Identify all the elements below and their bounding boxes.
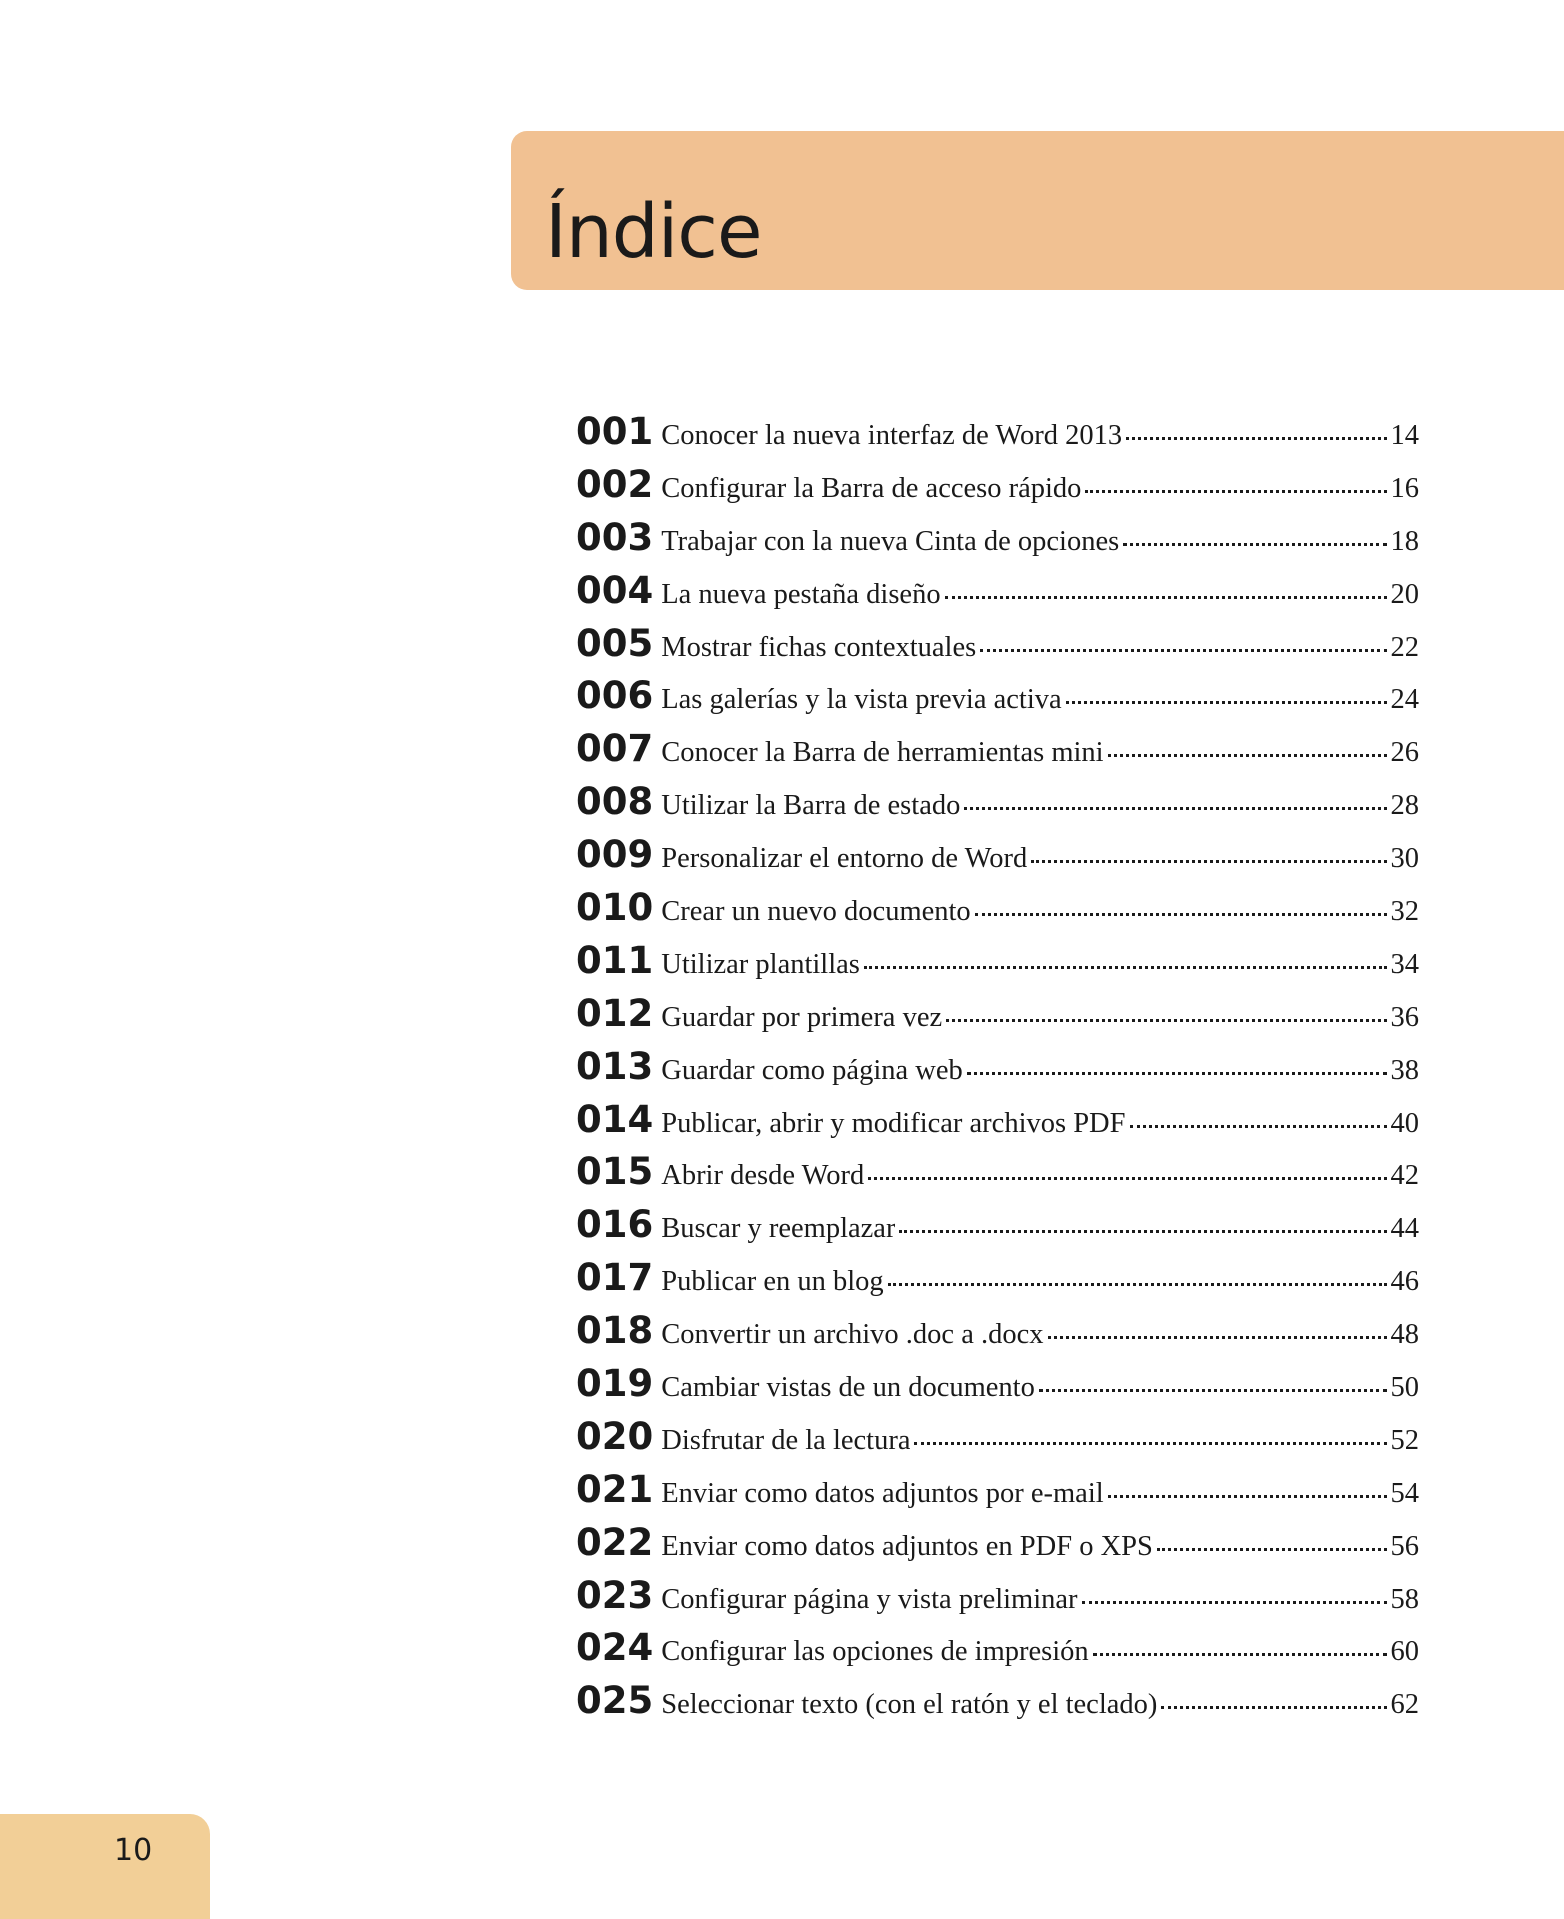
toc-entry-title: Conocer la nueva interfaz de Word 2013 — [661, 420, 1123, 451]
toc-entry-page: 48 — [1390, 1319, 1419, 1351]
toc-dot-leader — [1085, 490, 1386, 493]
toc-entry[interactable] — [576, 1150, 1419, 1203]
toc-entry-number: 015 — [576, 1150, 654, 1194]
toc-entry-title: Personalizar el entorno de Word — [661, 843, 1028, 875]
toc-entry-number: 020 — [576, 1414, 654, 1458]
toc-dot-leader — [975, 913, 1387, 916]
toc-entry[interactable] — [576, 1256, 1419, 1309]
toc-entry[interactable] — [576, 833, 1419, 886]
page-title: Índice — [545, 189, 762, 275]
toc-entry-page: 38 — [1390, 1054, 1419, 1086]
toc-entry-title: Convertir un archivo .doc a .docx — [661, 1319, 1044, 1351]
toc-dot-leader — [1161, 1706, 1386, 1709]
toc-entry[interactable] — [576, 1679, 1419, 1732]
toc-entry-number: 001 — [576, 410, 654, 453]
toc-entry-page: 28 — [1390, 790, 1419, 822]
toc-entry[interactable] — [576, 939, 1419, 992]
toc-entry-title: Utilizar la Barra de estado — [661, 790, 961, 822]
toc-entry-page: 20 — [1390, 578, 1419, 610]
toc-entry-number: 014 — [576, 1097, 654, 1141]
toc-entry-number: 003 — [576, 515, 654, 559]
toc-entry-title: Guardar por primera vez — [661, 1001, 943, 1033]
toc-entry-title: Crear un nuevo documento — [661, 896, 971, 928]
toc-entry-title: La nueva pestaña diseño — [661, 578, 941, 610]
toc-dot-leader — [1082, 1601, 1387, 1604]
toc-entry-page: 54 — [1390, 1477, 1419, 1509]
toc-entry-number: 006 — [576, 674, 654, 718]
toc-entry[interactable] — [576, 1098, 1419, 1151]
toc-entry-number: 005 — [576, 621, 654, 665]
toc-dot-leader — [1126, 437, 1386, 440]
toc-entry-title: Mostrar fichas contextuales — [661, 631, 977, 663]
toc-dot-leader — [868, 1177, 1386, 1180]
toc-entry-page: 44 — [1390, 1213, 1419, 1245]
page-number-tab — [0, 1814, 210, 1919]
toc-entry-page: 62 — [1390, 1689, 1419, 1721]
toc-entry-number: 013 — [576, 1044, 654, 1088]
toc-dot-leader — [946, 1019, 1386, 1022]
toc-entry-page: 16 — [1390, 472, 1419, 504]
toc-dot-leader — [1031, 860, 1386, 863]
toc-dot-leader — [1108, 1495, 1387, 1498]
toc-entry[interactable] — [576, 1045, 1419, 1098]
toc-entry-title: Utilizar plantillas — [661, 948, 860, 980]
toc-dot-leader — [1130, 1125, 1387, 1128]
toc-entry[interactable] — [576, 1626, 1419, 1679]
toc-entry-title: Configurar la Barra de acceso rápido — [661, 472, 1082, 504]
toc-entry-page: 22 — [1390, 631, 1419, 663]
toc-dot-leader — [967, 1072, 1387, 1075]
toc-dot-leader — [914, 1442, 1386, 1445]
toc-entry[interactable] — [576, 1203, 1419, 1256]
table-of-contents — [576, 410, 1419, 1732]
toc-dot-leader — [980, 649, 1386, 652]
toc-entry-number: 024 — [576, 1626, 654, 1670]
toc-entry[interactable] — [576, 1521, 1419, 1574]
toc-dot-leader — [1108, 754, 1387, 757]
toc-entry-number: 009 — [576, 833, 654, 877]
toc-entry[interactable] — [576, 1362, 1419, 1415]
toc-entry[interactable] — [576, 516, 1419, 569]
toc-entry-title: Publicar, abrir y modificar archivos PDF — [661, 1107, 1126, 1139]
title-banner — [511, 131, 1564, 290]
toc-entry-title: Enviar como datos adjuntos por e-mail — [661, 1477, 1104, 1509]
toc-entry[interactable] — [576, 1415, 1419, 1468]
toc-entry-title: Buscar y reemplazar — [661, 1213, 896, 1245]
toc-entry-page: 58 — [1390, 1583, 1419, 1615]
toc-dot-leader — [1039, 1389, 1387, 1392]
toc-entry-page: 14 — [1390, 420, 1419, 451]
toc-entry-page: 24 — [1390, 684, 1419, 716]
toc-entry-number: 010 — [576, 886, 654, 930]
toc-entry-number: 022 — [576, 1520, 654, 1564]
toc-dot-leader — [1123, 543, 1386, 546]
toc-entry[interactable] — [576, 1309, 1419, 1362]
toc-entry-page: 34 — [1390, 948, 1419, 980]
toc-entry-title: Configurar las opciones de impresión — [661, 1636, 1089, 1668]
toc-entry[interactable] — [576, 463, 1419, 516]
toc-entry-number: 011 — [576, 938, 654, 982]
toc-entry-title: Abrir desde Word — [661, 1160, 865, 1192]
toc-entry-number: 021 — [576, 1467, 654, 1511]
toc-dot-leader — [1048, 1336, 1387, 1339]
toc-dot-leader — [945, 596, 1387, 599]
toc-dot-leader — [864, 966, 1387, 969]
toc-entry[interactable] — [576, 569, 1419, 622]
toc-entry[interactable] — [576, 780, 1419, 833]
toc-entry-number: 008 — [576, 780, 654, 824]
toc-entry-title: Guardar como página web — [661, 1054, 963, 1086]
toc-entry[interactable] — [576, 886, 1419, 939]
toc-entry-number: 023 — [576, 1573, 654, 1617]
toc-entry-page: 60 — [1390, 1636, 1419, 1668]
toc-entry-number: 019 — [576, 1362, 654, 1406]
toc-entry-page: 50 — [1390, 1372, 1419, 1404]
toc-entry-page: 32 — [1390, 896, 1419, 928]
toc-entry-number: 012 — [576, 991, 654, 1035]
toc-dot-leader — [1093, 1653, 1387, 1656]
toc-entry-number: 016 — [576, 1203, 654, 1247]
page-number: 10 — [114, 1833, 153, 1868]
toc-entry-number: 025 — [576, 1679, 654, 1723]
toc-entry[interactable] — [576, 410, 1419, 463]
toc-entry-title: Configurar página y vista preliminar — [661, 1583, 1078, 1615]
toc-entry-page: 36 — [1390, 1001, 1419, 1033]
toc-entry-page: 46 — [1390, 1266, 1419, 1298]
toc-entry-number: 002 — [576, 462, 654, 506]
toc-entry-page: 18 — [1390, 525, 1419, 557]
toc-entry-title: Publicar en un blog — [661, 1266, 884, 1298]
toc-entry-title: Las galerías y la vista previa activa — [661, 684, 1062, 716]
toc-entry-page: 56 — [1390, 1530, 1419, 1562]
toc-entry-title: Trabajar con la nueva Cinta de opciones — [661, 525, 1120, 557]
toc-entry-page: 52 — [1390, 1424, 1419, 1456]
toc-entry-title: Cambiar vistas de un documento — [661, 1372, 1035, 1404]
toc-dot-leader — [899, 1230, 1386, 1233]
toc-entry-title: Disfrutar de la lectura — [661, 1424, 911, 1456]
toc-entry-page: 42 — [1390, 1160, 1419, 1192]
toc-entry-title: Seleccionar texto (con el ratón y el teclado) — [661, 1689, 1158, 1721]
toc-entry[interactable] — [576, 992, 1419, 1045]
toc-entry-number: 018 — [576, 1309, 654, 1353]
toc-entry-number: 004 — [576, 568, 654, 612]
toc-entry-page: 40 — [1390, 1107, 1419, 1139]
toc-entry[interactable] — [576, 622, 1419, 675]
toc-entry[interactable] — [576, 674, 1419, 727]
toc-dot-leader — [1157, 1548, 1387, 1551]
toc-entry[interactable] — [576, 1468, 1419, 1521]
toc-entry-title: Enviar como datos adjuntos en PDF o XPS — [661, 1530, 1153, 1562]
toc-entry-number: 007 — [576, 727, 654, 771]
toc-dot-leader — [964, 807, 1386, 810]
toc-dot-leader — [1066, 701, 1387, 704]
toc-entry[interactable] — [576, 727, 1419, 780]
toc-entry[interactable] — [576, 1574, 1419, 1627]
toc-dot-leader — [888, 1283, 1387, 1286]
toc-entry-page: 26 — [1390, 737, 1419, 769]
toc-entry-title: Conocer la Barra de herramientas mini — [661, 737, 1104, 769]
toc-entry-number: 017 — [576, 1256, 654, 1300]
toc-entry-page: 30 — [1390, 843, 1419, 875]
